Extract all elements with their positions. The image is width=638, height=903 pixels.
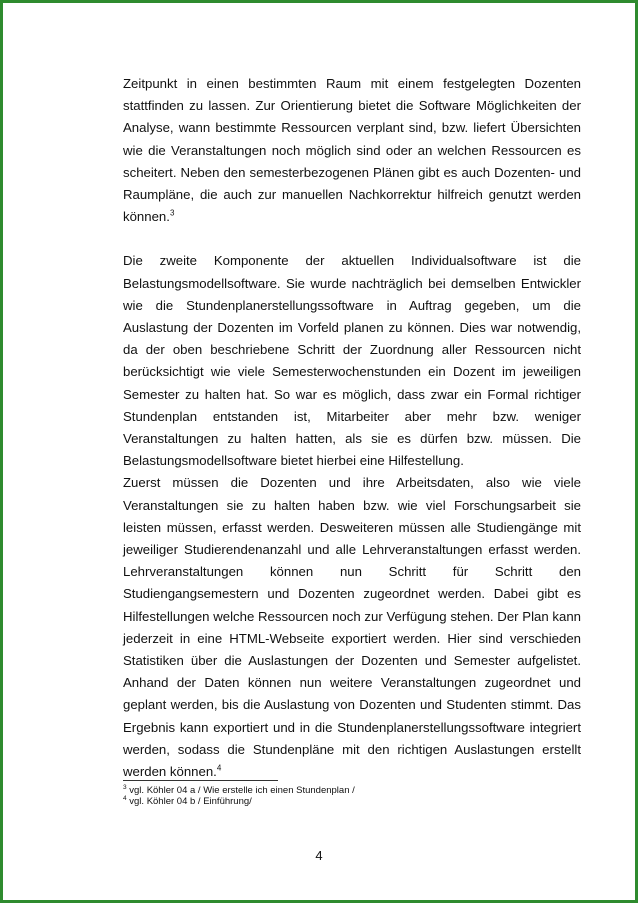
footnote-3	[123, 785, 581, 796]
paragraph-3	[123, 472, 581, 783]
footnote-number: 4	[123, 794, 127, 802]
paragraph-gap	[123, 228, 581, 250]
footnote-ref-4: 4	[216, 763, 222, 773]
paragraph-2: Die zweite Komponente der aktuellen Individualsoftware ist die Belastungsmodellsoftware. Sie wurde nachträglich bei demselben Entwickler wie die Stundenplanerstellungssoftware in Auftrag gegeben, um die Auslastung der Dozenten im Vorfeld planen zu können. Dies war notwendig, da der oben beschriebene Schritt der Zuordnung aller Ressourcen nicht berücksichtigt wie viele Semesterwochenstunden ein Dozent im jeweiligen Semester zu halten hat. So war es möglich, dass zwar ein Formal richtiger Stundenplan entstanden ist, Mitarbeiter aber mehr bzw. weniger Veranstaltungen zu halten hatten, als sie es dürfen bzw. müssen. Die Belastungsmodellsoftware bietet hierbei eine Hilfestellung.	[123, 253, 581, 469]
footnote-ref-3: 3	[169, 208, 175, 218]
body-text	[123, 73, 581, 783]
paragraph-1	[123, 73, 581, 228]
footnote-separator	[123, 780, 278, 781]
footnote-text: vgl. Köhler 04 a / Wie erstelle ich einen Stundenplan /	[129, 785, 355, 796]
paragraph-3-text: Zuerst müssen die Dozenten und ihre Arbeitsdaten, also wie viele Veranstaltungen sie zu halten haben bzw. wie viel Forschungsarbeit sie leisten müssen, erfasst werden. Desweiteren müssen alle Studiengänge mit jeweiliger Studierendenanzahl und alle Lehrveranstaltungen erfasst werden. Lehrveranstaltungen können nun Schritt für Schritt den Studiengangsemestern und Dozenten zugeordnet werden. Dabei gibt es Hilfestellungen welche Ressourcen noch zur Verfügung stehen. Der Plan kann jederzeit in eine HTML-Webseite exportiert werden. Hier sind verschieden Statistiken über die Auslastungen der Dozenten und Semester aufgelistet. Anhand der Daten können nun weitere Veranstaltungen zugeordnet und geplant werden, bis die Auslastung von Dozenten und Studenten stimmt. Das Ergebnis kann exportiert und in die Stundenplanerstellungssoftware integriert werden, sodass die Stundenpläne mit den richtigen Auslastungen erstellt werden können.	[123, 475, 581, 780]
footnotes	[123, 780, 581, 807]
footnote-text: vgl. Köhler 04 b / Einführung/	[129, 796, 252, 807]
footnote-4	[123, 796, 581, 807]
footnote-number: 3	[123, 783, 127, 791]
page-number: 4	[315, 848, 323, 863]
paragraph-1-text: Zeitpunkt in einen bestimmten Raum mit einem festgelegten Dozenten stattfinden zu lassen. Zur Orientierung bietet die Software Möglichkeiten der Analyse, wann bestimmte Ressourcen verplant sind, bzw. liefert Übersichten wie die Veranstaltungen noch möglich sind oder an welchen Ressourcen es scheitert. Neben den semesterbezogenen Plänen gibt es auch Dozenten- und Raumpläne, die auch zur manuellen Nachkorrektur hilfreich genutzt werden können.	[123, 76, 581, 225]
